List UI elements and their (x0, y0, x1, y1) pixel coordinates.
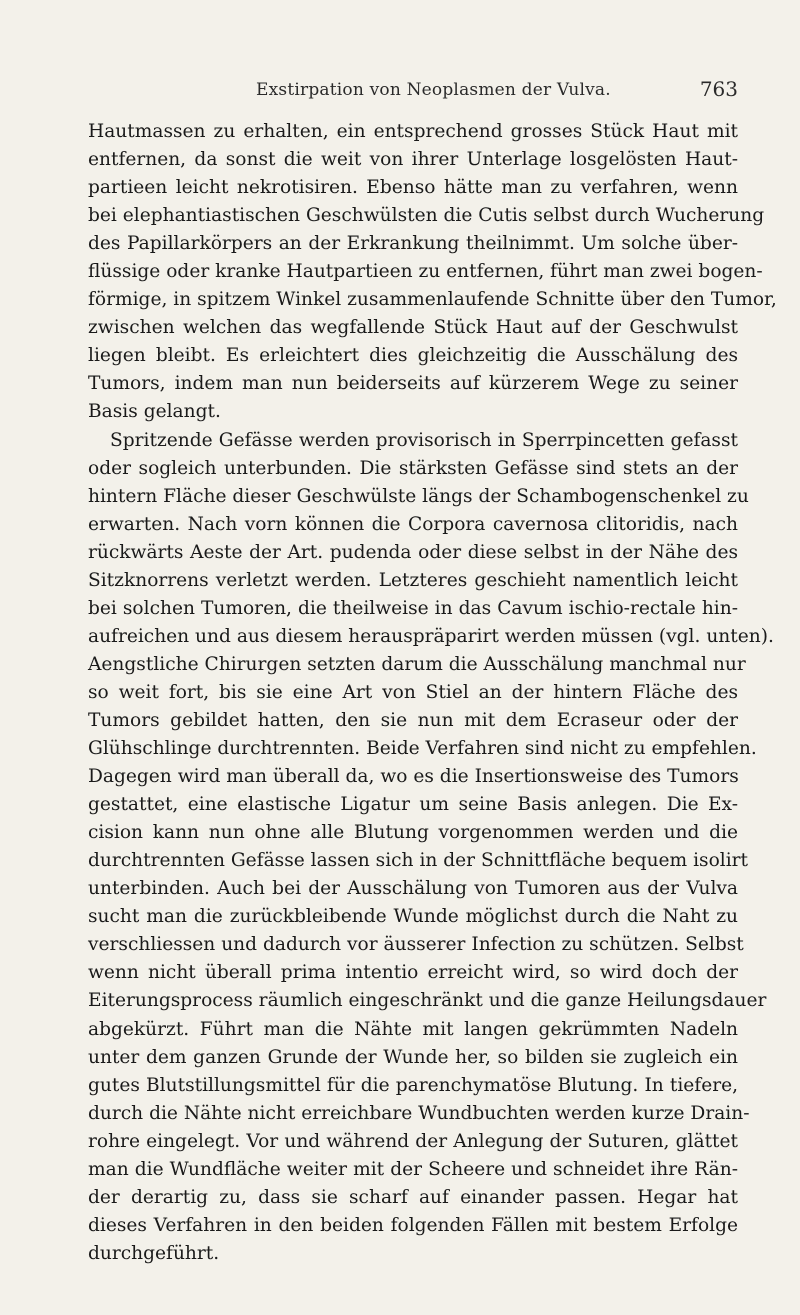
text-line: Spritzende Gefässe werden provisorisch in Sperrpincetten gefasst (110, 429, 738, 451)
text-line: dieses Verfahren in den beiden folgenden Fällen mit bestem Erfolge (88, 1214, 738, 1236)
text-line: zwischen welchen das wegfallende Stück Haut auf der Geschwulst (88, 317, 738, 339)
text-line: sucht man die zurückbleibende Wunde möglichst durch die Naht zu (88, 906, 738, 928)
text-line: abgekürzt. Führt man die Nähte mit langen gekrümmten Nadeln (88, 1018, 738, 1040)
running-title: Exstirpation von Neoplasmen der Vulva. (256, 80, 611, 100)
text-line: wenn nicht überall prima intentio erreicht wird, so wird doch der (88, 962, 738, 984)
text-line: bei solchen Tumoren, die theilweise in das Cavum ischio-rectale hin- (88, 597, 738, 619)
text-line: partieen leicht nekrotisiren. Ebenso hätte man zu verfahren, wenn (88, 177, 738, 199)
text-line: gestattet, eine elastische Ligatur um seine Basis anlegen. Die Ex- (88, 794, 738, 816)
text-line: aufreichen und aus diesem herauspräparirt werden müssen (vgl. unten). (88, 625, 774, 647)
text-line: rohre eingelegt. Vor und während der Anlegung der Suturen, glättet (88, 1130, 738, 1152)
text-line: Dagegen wird man überall da, wo es die Insertionsweise des Tumors (88, 766, 739, 788)
text-line: Tumors gebildet hatten, den sie nun mit dem Ecraseur oder der (88, 709, 738, 731)
text-line: verschliessen und dadurch vor äusserer Infection zu schützen. Selbst (88, 934, 744, 956)
page-number: 763 (699, 77, 738, 101)
text-line: bei elephantiastischen Geschwülsten die Cutis selbst durch Wucherung (88, 205, 765, 227)
text-line: Aengstliche Chirurgen setzten darum die Ausschälung manchmal nur (88, 653, 746, 675)
text-line: der derartig zu, dass sie scharf auf einander passen. Hegar hat (88, 1186, 738, 1208)
text-line: Hautmassen zu erhalten, ein entsprechend grosses Stück Haut mit (88, 121, 738, 142)
text-line: flüssige oder kranke Hautpartieen zu entfernen, führt man zwei bogen- (88, 261, 763, 283)
text-line: durchtrennten Gefässe lassen sich in der Schnittfläche bequem isolirt (88, 850, 749, 872)
text-line: Tumors, indem man nun beiderseits auf kürzerem Wege zu seiner (88, 373, 738, 395)
text-line: unterbinden. Auch bei der Ausschälung von Tumoren aus der Vulva (88, 878, 738, 900)
text-line: erwarten. Nach vorn können die Corpora cavernosa clitoridis, nach (88, 513, 738, 535)
page-header (88, 77, 738, 106)
text-line: hintern Fläche dieser Geschwülste längs der Schambogenschenkel zu (88, 485, 749, 507)
text-line: entfernen, da sonst die weit von ihrer Unterlage losgelösten Haut- (88, 149, 738, 171)
text-line: liegen bleibt. Es erleichtert dies gleichzeitig die Ausschälung des (88, 345, 738, 367)
text-line: Basis gelangt. (88, 401, 221, 423)
text-line: rückwärts Aeste der Art. pudenda oder diese selbst in der Nähe des (88, 541, 738, 563)
text-line: Eiterungsprocess räumlich eingeschränkt und die ganze Heilungsdauer (88, 990, 767, 1012)
text-line: cision kann nun ohne alle Blutung vorgenommen werden und die (88, 822, 738, 844)
text-line: oder sogleich unterbunden. Die stärksten Gefässe sind stets an der (88, 457, 738, 479)
text-line: des Papillarkörpers an der Erkrankung theilnimmt. Um solche über- (88, 233, 738, 255)
text-line: so weit fort, bis sie eine Art von Stiel an der hintern Fläche des (88, 681, 738, 703)
text-line: gutes Blutstillungsmittel für die parenchymatöse Blutung. In tiefere, (88, 1074, 738, 1096)
text-line: unter dem ganzen Grunde der Wunde her, so bilden sie zugleich ein (88, 1046, 738, 1068)
text-line: man die Wundfläche weiter mit der Scheere und schneidet ihre Rän- (88, 1158, 738, 1180)
text-line: Glühschlinge durchtrennten. Beide Verfahren sind nicht zu empfehlen. (88, 738, 757, 760)
text-line: Sitzknorrens verletzt werden. Letzteres geschieht namentlich leicht (88, 569, 738, 591)
text-line: förmige, in spitzem Winkel zusammenlaufende Schnitte über den Tumor, (88, 289, 777, 311)
text-line: durchgeführt. (88, 1242, 220, 1264)
text-line: durch die Nähte nicht erreichbare Wundbuchten werden kurze Drain- (88, 1102, 750, 1124)
body-text (88, 118, 777, 1268)
